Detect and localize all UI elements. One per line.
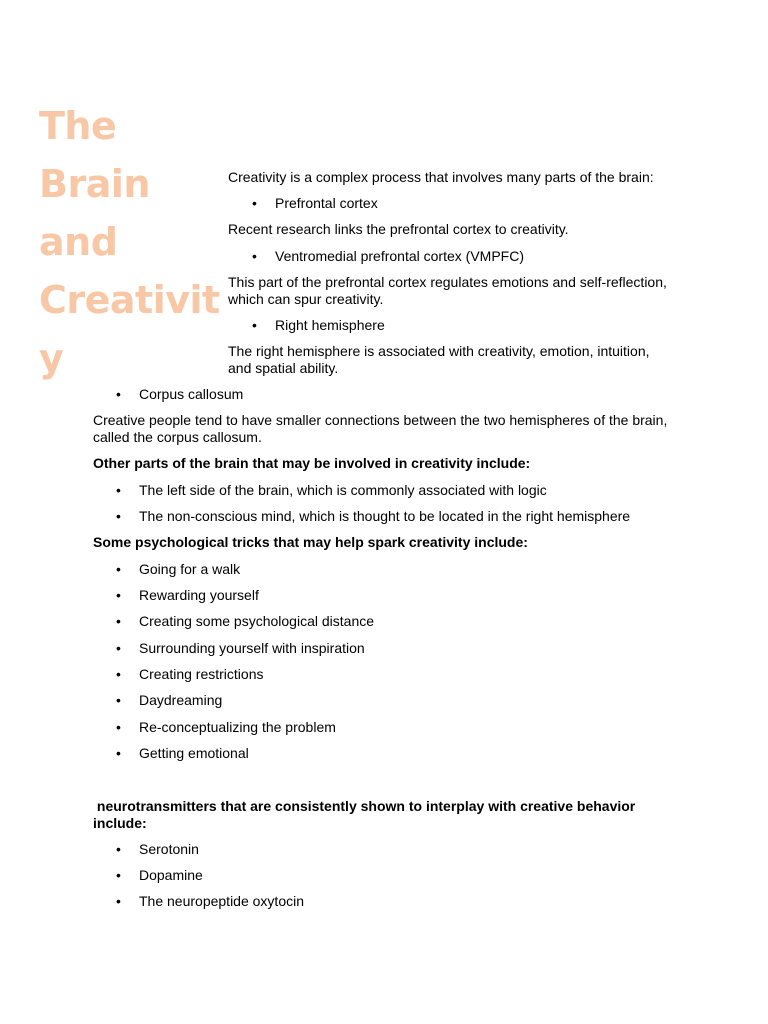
list-item-text: The left side of the brain, which is commonly associated with logic — [139, 482, 547, 498]
list-item-text: Creating some psychological distance — [139, 613, 375, 629]
bullet-icon: • — [116, 561, 121, 577]
title-line: The — [39, 104, 117, 148]
title-line: and — [39, 220, 118, 264]
title-line: Creativit — [39, 278, 220, 322]
section-heading — [93, 798, 635, 832]
paragraph-line: which can spur creativity. — [228, 291, 384, 307]
paragraph — [93, 412, 667, 446]
list-item-text: The neuropeptide oxytocin — [139, 893, 304, 909]
bullet-icon: • — [116, 508, 121, 524]
bullet-icon: • — [116, 893, 121, 909]
bullet-icon: • — [116, 867, 121, 883]
intro-paragraph: Creativity is a complex process that involves many parts of the brain: — [228, 169, 654, 185]
paragraph-line: called the corpus callosum. — [93, 429, 262, 445]
section-heading: Other parts of the brain that may be involved in creativity include: — [93, 455, 531, 471]
bullet-icon: • — [116, 587, 121, 603]
paragraph — [228, 343, 650, 377]
bullet-icon: • — [116, 841, 121, 857]
list-item-text: Rewarding yourself — [139, 587, 259, 603]
paragraph — [228, 274, 667, 308]
bullet-icon: • — [252, 248, 257, 264]
bullet-icon: • — [116, 482, 121, 498]
list-item-text: Daydreaming — [139, 692, 223, 708]
heading-line: include: — [93, 815, 147, 831]
paragraph-line: The right hemisphere is associated with creativity, emotion, intuition, — [228, 343, 650, 359]
list-item-text: Ventromedial prefrontal cortex (VMPFC) — [275, 248, 524, 264]
bullet-icon: • — [116, 386, 121, 402]
bullet-icon: • — [252, 317, 257, 333]
paragraph-line: This part of the prefrontal cortex regulates emotions and self-reflection, — [228, 274, 667, 290]
list-item-text: Creating restrictions — [139, 666, 264, 682]
title-line: Brain — [39, 162, 150, 206]
bullet-icon: • — [116, 745, 121, 761]
list-item-text: Getting emotional — [139, 745, 249, 761]
list-item-text: Going for a walk — [139, 561, 241, 577]
title-line: y — [39, 336, 64, 380]
paragraph-line: and spatial ability. — [228, 360, 339, 376]
list-item-text: Corpus callosum — [139, 386, 244, 402]
bullet-icon: • — [116, 640, 121, 656]
paragraph-line: Creative people tend to have smaller connections between the two hemispheres of the brain, — [93, 412, 668, 428]
paragraph: Recent research links the prefrontal cortex to creativity. — [228, 221, 569, 237]
section-heading: Some psychological tricks that may help spark creativity include: — [93, 534, 528, 550]
list-item-text: Dopamine — [139, 867, 203, 883]
list-item-text: Surrounding yourself with inspiration — [139, 640, 365, 656]
list-item-text: The non-conscious mind, which is thought to be located in the right hemisphere — [139, 508, 631, 524]
document-title — [39, 97, 219, 387]
list-item-text: Re-conceptualizing the problem — [139, 719, 336, 735]
bullet-icon: • — [252, 195, 257, 211]
bullet-icon: • — [116, 613, 121, 629]
bullet-icon: • — [116, 666, 121, 682]
list-item-text: Prefrontal cortex — [275, 195, 378, 211]
heading-line: neurotransmitters that are consistently shown to interplay with creative behavior — [93, 798, 636, 814]
list-item-text: Right hemisphere — [275, 317, 385, 333]
list-item-text: Serotonin — [139, 841, 199, 857]
bullet-icon: • — [116, 692, 121, 708]
bullet-icon: • — [116, 719, 121, 735]
